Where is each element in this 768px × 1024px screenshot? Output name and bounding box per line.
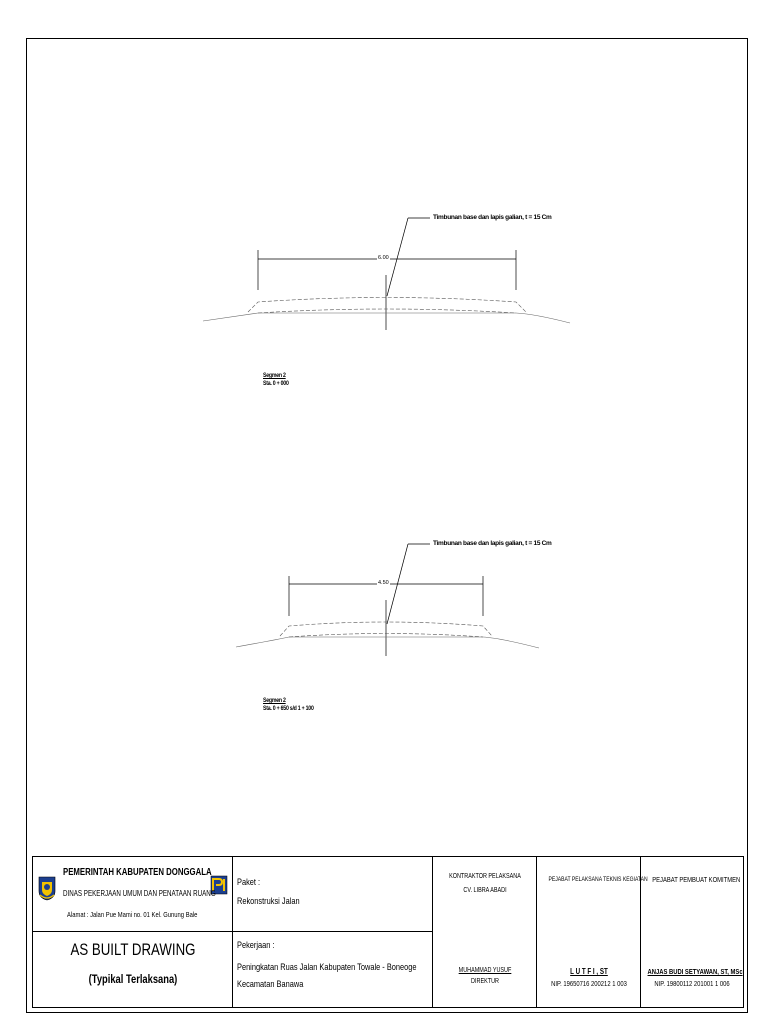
station-label-2: Sta. 0 + 650 s/d 1 + 100 bbox=[263, 705, 314, 712]
pekerjaan-line-2: Kecamatan Banawa bbox=[237, 979, 304, 990]
cross-section-1 bbox=[203, 218, 570, 330]
cross-section-2 bbox=[236, 544, 539, 656]
segment-label-1 bbox=[263, 372, 289, 388]
pptk-cell bbox=[537, 857, 648, 1007]
pptk-nip: NIP. 19650716 200212 1 003 bbox=[551, 979, 627, 988]
contractor-title: KONTRAKTOR PELAKSANA bbox=[449, 873, 521, 880]
width-label-2: 4.50 bbox=[378, 580, 389, 586]
station-label-1: Sta. 0 + 000 bbox=[263, 380, 289, 387]
segment-name-1: Segmen 2 bbox=[263, 372, 286, 379]
ppk-title: PEJABAT PEMBUAT KOMITMEN bbox=[652, 875, 741, 884]
existing-ground-1 bbox=[203, 313, 570, 323]
pptk-title: PEJABAT PELAKSANA TEKNIS KEGIATAN bbox=[548, 876, 648, 883]
pekerjaan-label: Pekerjaan : bbox=[237, 940, 275, 951]
segment-name-2: Segmen 2 bbox=[263, 697, 286, 704]
layer-annotation-1: Timbunan base dan lapis galian, t = 15 Cm bbox=[433, 214, 552, 221]
dept-name: DINAS PEKERJAAN UMUM DAN PENATAAN RUANG bbox=[63, 889, 216, 898]
ppk-cell bbox=[641, 857, 743, 1007]
paket-value: Rekonstruksi Jalan bbox=[237, 896, 300, 907]
leader-diagonal-1 bbox=[387, 218, 408, 296]
layer-annotation-2: Timbunan base dan lapis galian, t = 15 Cm bbox=[433, 540, 552, 547]
contractor-name: CV. LIBRA ABADI bbox=[463, 887, 507, 894]
regency-logo-icon bbox=[37, 875, 57, 901]
drawing-title: AS BUILT DRAWING bbox=[70, 940, 196, 959]
office-address: Alamat : Jalan Pue Mami no. 01 Kel. Gunung Bale bbox=[67, 910, 198, 919]
pekerjaan-line-1: Peningkatan Ruas Jalan Kabupaten Towale - Boneoge bbox=[237, 962, 417, 973]
ppk-signer: ANJAS BUDI SETYAWAN, ST, MSc bbox=[647, 967, 743, 976]
segment-label-2 bbox=[263, 697, 314, 713]
paket-label: Paket : bbox=[237, 877, 261, 888]
org-cell bbox=[33, 857, 233, 932]
contractor-signer: MUHAMMAD YUSUF bbox=[458, 967, 512, 974]
existing-ground-2 bbox=[236, 637, 539, 648]
pavement-bottom-1 bbox=[258, 309, 516, 313]
contractor-cell bbox=[433, 857, 537, 1007]
org-name: PEMERINTAH KABUPATEN DONGGALA bbox=[63, 867, 212, 878]
title-block bbox=[32, 856, 744, 1008]
pavement-top-1 bbox=[248, 298, 526, 313]
ppk-nip: NIP. 19800112 201001 1 006 bbox=[654, 979, 730, 988]
drawing-title-cell bbox=[33, 932, 233, 1007]
pekerjaan-cell bbox=[233, 932, 433, 1007]
pptk-signer: L U T F I , ST bbox=[570, 967, 608, 976]
paket-cell bbox=[233, 857, 433, 932]
drawing-subtitle: (Typikal Terlaksana) bbox=[88, 972, 178, 986]
width-label-1: 6.00 bbox=[378, 255, 389, 261]
contractor-role: DIREKTUR bbox=[471, 978, 499, 985]
